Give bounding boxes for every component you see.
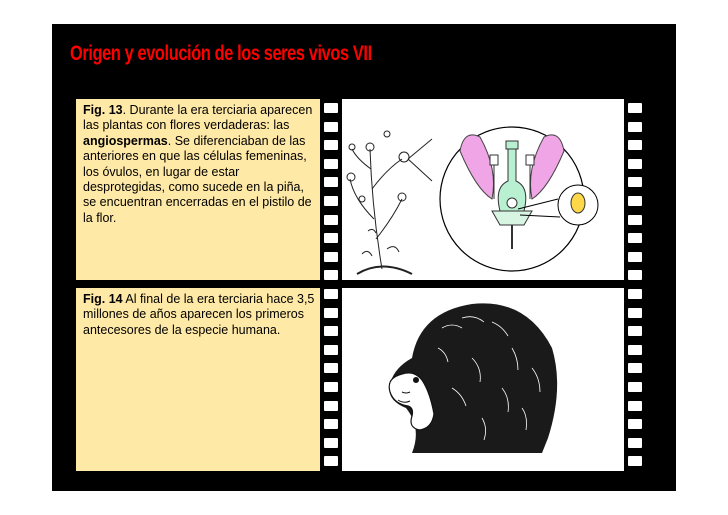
hominid-head-drawing xyxy=(389,303,557,453)
sprocket-hole xyxy=(324,177,338,187)
sprocket-hole xyxy=(324,438,338,448)
sprocket-hole xyxy=(324,159,338,169)
fig14-caption xyxy=(76,288,320,471)
sprocket-hole xyxy=(324,382,338,392)
sprocket-hole xyxy=(628,456,642,466)
sprocket-hole xyxy=(628,122,642,132)
sprocket-hole xyxy=(628,233,642,243)
fig13-label: Fig. 13 xyxy=(83,103,123,117)
sprocket-hole xyxy=(628,103,642,113)
sprocket-hole xyxy=(628,345,642,355)
fig14-image xyxy=(342,288,624,471)
sprocket-hole xyxy=(324,326,338,336)
sprocket-hole xyxy=(324,289,338,299)
sprocket-hole xyxy=(324,363,338,373)
sprocket-hole xyxy=(324,401,338,411)
sprocket-hole xyxy=(628,270,642,280)
sprocket-hole xyxy=(324,233,338,243)
sprocket-hole xyxy=(324,122,338,132)
sprocket-hole xyxy=(324,419,338,429)
sprocket-hole xyxy=(628,140,642,150)
sprocket-hole xyxy=(628,401,642,411)
sprocket-hole xyxy=(324,345,338,355)
sprocket-hole xyxy=(628,326,642,336)
sprocket-hole xyxy=(324,270,338,280)
plant-drawing xyxy=(347,131,432,274)
sprocket-hole xyxy=(324,456,338,466)
fig14-label: Fig. 14 xyxy=(83,292,123,306)
fig13-text-a: . Durante la era terciaria aparecen las plantas con flores verdaderas: las xyxy=(83,103,313,133)
sprocket-hole xyxy=(324,308,338,318)
flower-illustration xyxy=(342,99,624,280)
fig13-emphasis: angiospermas xyxy=(83,133,168,148)
sprocket-hole xyxy=(628,308,642,318)
sprocket-hole xyxy=(628,215,642,225)
sprocket-hole xyxy=(324,103,338,113)
sprocket-hole xyxy=(628,252,642,262)
sprocket-hole xyxy=(324,215,338,225)
sprocket-hole xyxy=(628,438,642,448)
sprocket-hole xyxy=(324,140,338,150)
sprocket-hole xyxy=(628,419,642,429)
sprocket-hole xyxy=(628,289,642,299)
sprocket-hole xyxy=(324,252,338,262)
sprocket-hole xyxy=(628,159,642,169)
sprocket-hole xyxy=(324,196,338,206)
fig13-text-b: . Se diferenciaban de las anteriores en que las células femeninas, los óvulos, en lugar de estar desprotegidas, como sucede en la piña, se encuentran encerradas en el pistilo de la flor. xyxy=(83,133,312,225)
sprocket-hole xyxy=(628,196,642,206)
sprocket-hole xyxy=(628,382,642,392)
fig14-text: Al final de la era terciaria hace 3,5 millones de años aparecen los primeros antecesores de la especie humana. xyxy=(83,292,315,337)
fig13-image xyxy=(342,99,624,280)
slide-title: Origen y evolución de los seres vivos VII xyxy=(70,42,372,65)
sprocket-hole xyxy=(628,363,642,373)
film-sprockets-left xyxy=(320,99,342,475)
film-sprockets-right xyxy=(624,99,646,475)
fig13-caption xyxy=(76,99,320,280)
hominid-illustration xyxy=(342,288,624,471)
sprocket-hole xyxy=(628,177,642,187)
